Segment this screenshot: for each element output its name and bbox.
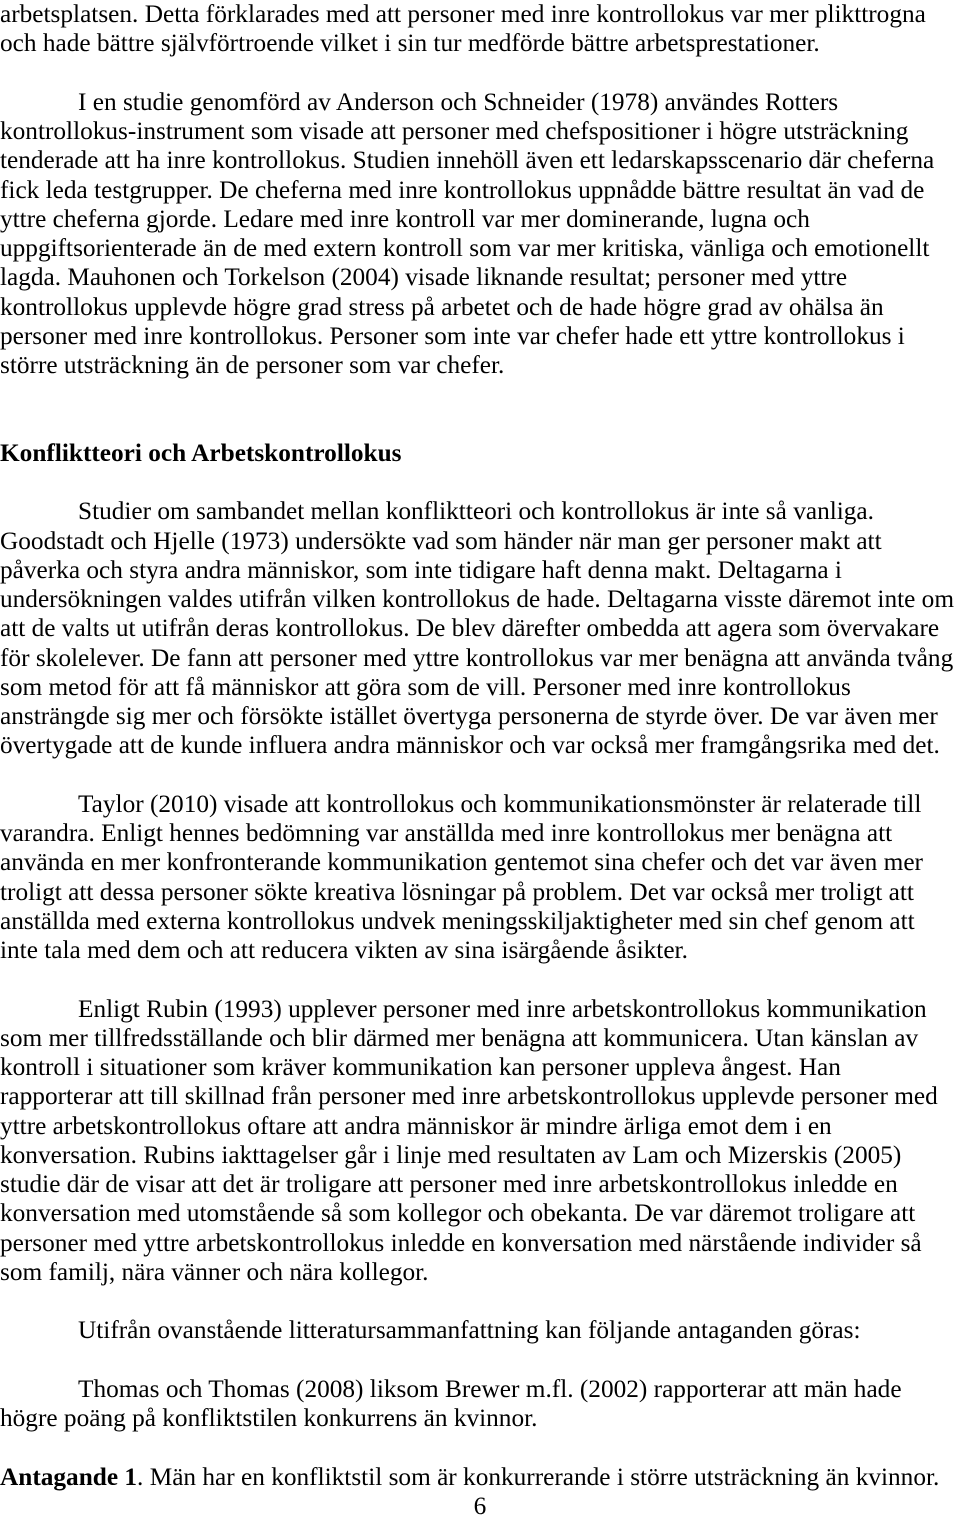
text-line: yttre arbetskontrollokus oftare att andra människor är mindre ärliga emot dem i en — [0, 1111, 832, 1140]
text-line: kontrollokus upplevde högre grad stress på arbetet och de hade högre grad av ohälsa än — [0, 292, 884, 321]
paragraph — [0, 995, 960, 1288]
text-line: troligt att dessa personer sökte kreativa lösningar på problem. Det var också mer troligt att — [0, 877, 914, 906]
text-line: som metod för att få människor att göra som de vill. Personer med inre kontrollokus — [0, 672, 851, 701]
blank-line — [0, 761, 960, 790]
text-line: rapporterar att till skillnad från personer med inre arbetskontrollokus upplevde personer med — [0, 1082, 938, 1111]
text-line: för skolelever. De fann att personer med yttre kontrollokus var mer benägna att använda tvång — [0, 643, 954, 672]
text-line: uppgiftsorienterade än de med extern kontroll som var mer kritiska, vänliga och emotionellt — [0, 234, 930, 262]
text-line: Taylor (2010) visade att kontrollokus och kommunikationsmönster är relaterade till — [78, 789, 922, 818]
blank-line — [0, 59, 960, 88]
blank-line — [0, 380, 960, 409]
text-line: använda en mer konfronterande kommunikation gentemot sina chefer och det var även mer — [0, 848, 923, 877]
text-line: Utifrån ovanstående litteratursammanfattning kan följande antaganden göras: — [78, 1316, 861, 1345]
text-line: påverka och styra andra människor, som inte tidigare haft denna makt. Deltagarna i — [0, 555, 842, 584]
blank-line — [0, 1346, 960, 1375]
text-line: inte tala med dem och att reducera vikten av sina isärgående åsikter. — [0, 936, 688, 964]
text-line: som mer tillfredsställande och blir därmed mer benägna att kommunicera. Utan känslan av — [0, 1023, 919, 1052]
blank-line — [0, 410, 960, 439]
text-line: och hade bättre självförtroende vilket i sin tur medförde bättre arbetsprestationer. — [0, 29, 820, 58]
text-line: tenderade att ha inre kontrollokus. Studien innehöll även ett ledarskapsscenario där cheferna — [0, 146, 935, 175]
hypothesis-label: Antagande 1 — [0, 1462, 138, 1491]
text-line: som familj, nära vänner och nära kollegor. — [0, 1257, 429, 1286]
text-line: större utsträckning än de personer som var chefer. — [0, 351, 505, 379]
text-line: undersökningen valdes utifrån vilken kontrollokus de hade. Deltagarna visste däremot inte om — [0, 585, 955, 613]
text-line: personer med inre kontrollokus. Personer som inte var chefer hade ett yttre kontrollokus i — [0, 321, 905, 350]
paragraph — [0, 1316, 960, 1345]
text-line: Goodstadt och Hjelle (1973) undersökte vad som händer när man ger personer makt att — [0, 526, 882, 555]
text-line: konversation. Rubins iakttagelser går i linje med resultaten av Lam och Mizerskis (2005) — [0, 1140, 902, 1169]
blank-line — [0, 965, 960, 994]
text-line: övertygade att de kunde influera andra människor och var också mer framgångsrika med det. — [0, 731, 940, 760]
text-line: arbetsplatsen. Detta förklarades med att personer med inre kontrollokus var mer plikttrogna — [0, 0, 926, 28]
text-line: studie där de visar att det är troligare att personer med inre arbetskontrollokus inledde en — [0, 1170, 898, 1198]
text-line: ansträngde sig mer och försökte istället övertyga personerna de styrde över. De var även mer — [0, 702, 938, 730]
page-number: 6 — [473, 1491, 487, 1520]
text-line: lagda. Mauhonen och Torkelson (2004) visade liknande resultat; personer med yttre — [0, 263, 848, 292]
text-line: varandra. Enligt hennes bedömning var anställda med inre kontrollokus mer benägna att — [0, 819, 893, 847]
text-line: anställda med externa kontrollokus undvek meningsskiljaktigheter med sin chef genom att — [0, 906, 915, 935]
text-line: Studier om sambandet mellan konfliktteori och kontrollokus är inte så vanliga. — [78, 497, 874, 526]
hypothesis — [0, 1463, 960, 1492]
paragraph — [0, 88, 960, 381]
blank-line — [0, 468, 960, 497]
hypothesis-text: . Män har en konfliktstil som är konkurrerande i större utsträckning än kvinnor. — [137, 1462, 940, 1491]
paragraph — [0, 1375, 960, 1434]
paragraph — [0, 0, 960, 59]
text-line: yttre cheferna gjorde. Ledare med inre kontroll var mer dominerande, lugna och — [0, 204, 810, 233]
text-line: kontrollokus-instrument som visade att personer med chefspositioner i högre utsträckning — [0, 117, 909, 145]
paragraph — [0, 790, 960, 966]
text-line: kontroll i situationer som kräver kommunikation kan personer uppleva ångest. Han — [0, 1053, 841, 1081]
text-line: fick leda testgrupper. De cheferna med inre kontrollokus uppnådde bättre resultat än vad de — [0, 175, 925, 204]
section-heading: Konfliktteori och Arbetskontrollokus — [0, 438, 402, 467]
text-line: personer med yttre arbetskontrollokus inledde en konversation med närstående individer så — [0, 1228, 922, 1257]
paragraph — [0, 497, 960, 760]
text-line: Enligt Rubin (1993) upplever personer med inre arbetskontrollokus kommunikation — [78, 994, 927, 1023]
text-line: högre poäng på konfliktstilen konkurrens än kvinnor. — [0, 1404, 538, 1432]
text-line: I en studie genomförd av Anderson och Schneider (1978) användes Rotters — [78, 87, 839, 116]
blank-line — [0, 1433, 960, 1462]
text-line: Thomas och Thomas (2008) liksom Brewer m.fl. (2002) rapporterar att män hade — [78, 1374, 902, 1403]
text-line: att de valts ut utifrån deras kontrollokus. De blev därefter ombedda att agera som övervakare — [0, 614, 940, 643]
text-line: konversation med utomstående så som kollegor och obekanta. De var däremot troligare att — [0, 1199, 916, 1228]
blank-line — [0, 1287, 960, 1316]
